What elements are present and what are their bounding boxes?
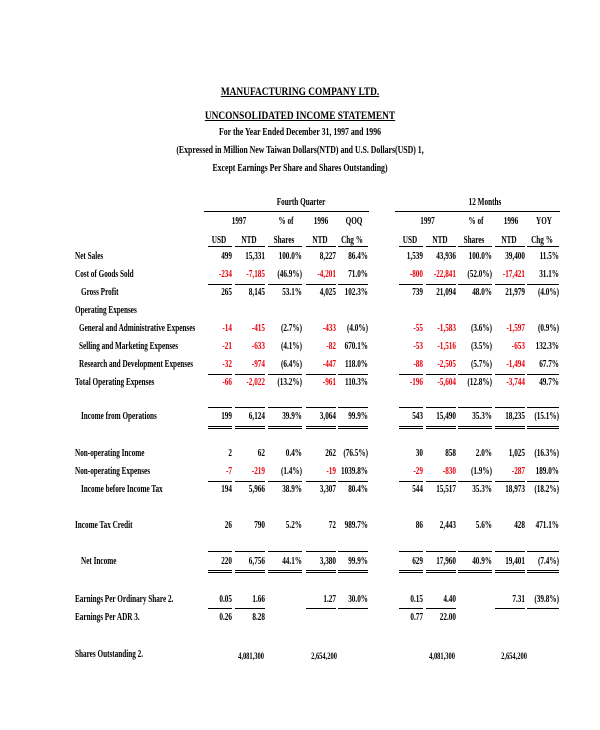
m-cell-net-sales-0: 1,539 [406,251,423,262]
m-cell-cogs-1: -22,841 [433,269,456,280]
q-cell-net-income-1: 6,756 [248,556,265,567]
q-cell-cogs-3: -4,201 [317,269,336,280]
q-col-header-rule [235,246,265,247]
total-rule [527,551,559,552]
m-cell-total-opex-4: 49.7% [539,377,559,388]
total-rule [399,284,423,285]
row-label-income-before-tax: Income before Income Tax [81,484,163,495]
m-year-1997: 1997 [420,216,435,227]
m-cell-rd-2: (5.7%) [470,359,492,370]
q-cell-tax-credit-0: 26 [224,520,232,531]
q-cell-nonop-exp-4: 1039.8% [341,466,368,477]
m-cell-tax-credit-3: 428 [514,520,525,531]
m-col-header-0: USD [402,235,418,246]
m-cell-ga-3: -1,597 [506,323,525,334]
m-col-header-rule [495,246,525,247]
m-shares-1997: 4,081,300 [429,651,455,661]
total-rule [235,551,265,552]
total-rule [399,481,423,482]
q-cell-eps-1: 1.66 [252,594,265,605]
m-cell-sm-1: -1,516 [437,341,456,352]
m-cell-eps-adr-0: 0.77 [410,612,423,623]
months-group-rule [395,211,560,212]
total-rule [268,374,302,375]
total-rule [527,481,559,482]
q-cell-gross-profit-1: 8,145 [248,287,265,298]
q-cell-ga-3: -433 [322,323,336,334]
q-cell-rd-3: -447 [322,359,336,370]
exception-note: Except Earnings Per Share and Shares Outstanding) [212,163,388,174]
total-rule [235,481,265,482]
q-qoq: QOQ [345,216,363,227]
q-cell-income-ops-4: 99.9% [348,411,368,422]
total-rule [268,426,302,429]
q-col-header-rule [208,246,232,247]
total-rule [306,374,336,375]
q-cell-rd-0: -32 [222,359,232,370]
m-cell-tax-credit-0: 86 [415,520,423,531]
m-cell-gross-profit-2: 48.0% [472,287,492,298]
m-cell-ga-1: -1,583 [437,323,456,334]
total-rule [399,608,423,609]
q-cell-rd-1: -974 [251,359,265,370]
statement-title: UNCONSOLIDATED INCOME STATEMENT [204,108,396,122]
total-rule [495,608,525,609]
m-cell-sm-2: (3.5%) [470,341,492,352]
q-col-header-rule [306,246,336,247]
m-cell-nonop-exp-0: -29 [413,466,423,477]
q-cell-nonop-income-1: 62 [257,448,265,459]
m-cell-net-income-1: 17,960 [436,556,456,567]
m-yoy: YOY [535,216,552,227]
q-cell-net-income-4: 99.9% [348,556,368,567]
quarter-group-rule [204,211,369,212]
q-col-header-rule [338,246,368,247]
m-cell-total-opex-2: (12.8%) [467,377,492,388]
q-cell-nonop-exp-2: (1.4%) [280,466,302,477]
q-cell-gross-profit-4: 102.3% [344,287,368,298]
row-label-eps-adr: Earnings Per ADR 3. [75,612,140,623]
m-cell-nonop-exp-4: 189.0% [535,466,559,477]
q-cell-gross-profit-0: 265 [221,287,232,298]
total-rule [399,426,423,429]
q-cell-sm-0: -21 [222,341,232,352]
q-cell-income-before-tax-0: 194 [221,484,232,495]
m-col-header-rule [399,246,423,247]
q-cell-nonop-income-0: 2 [228,448,232,459]
row-label-tax-credit: Income Tax Credit [75,520,133,531]
q-cell-total-opex-0: -66 [222,377,232,388]
m-col-header-rule [426,246,456,247]
m-cell-net-sales-4: 11.5% [539,251,559,262]
total-rule [306,551,336,552]
total-rule [495,481,525,482]
q-cell-sm-2: (4.1%) [280,341,302,352]
total-rule [426,551,456,552]
q-cell-net-sales-3: 8,227 [319,251,336,262]
q-cell-nonop-income-4: (76.5%) [343,448,368,459]
q-cell-rd-2: (6.4%) [280,359,302,370]
m-cell-net-income-0: 629 [412,556,423,567]
m-cell-eps-3: 7.31 [512,594,525,605]
total-rule [495,426,525,429]
q-cell-net-sales-4: 86.4% [348,251,368,262]
m-cell-income-ops-1: 15,490 [436,411,456,422]
q-cell-sm-3: -82 [326,341,336,352]
period-line: For the Year Ended December 31, 1997 and 1996 [219,127,381,138]
q-year-1996: 1996 [313,216,329,227]
m-cell-income-ops-3: 18,235 [505,411,525,422]
total-rule [426,426,456,429]
m-cell-rd-0: -88 [413,359,423,370]
q-cell-ga-4: (4.0%) [346,323,368,334]
q-cell-net-sales-2: 100.0% [278,251,302,262]
m-cell-rd-4: 67.7% [539,359,559,370]
m-cell-gross-profit-4: (4.0%) [537,287,559,298]
total-rule [235,284,265,285]
total-rule [306,407,336,408]
m-col-header-1: NTD [432,235,448,246]
m-cell-tax-credit-1: 2,443 [439,520,456,531]
q-cell-net-sales-0: 499 [221,251,232,262]
total-rule [208,374,232,375]
q-cell-nonop-income-2: 0.4% [285,448,302,459]
total-rule [527,374,559,375]
row-label-gross-profit: Gross Profit [81,287,119,298]
total-rule [306,481,336,482]
q-cell-income-ops-0: 199 [221,411,232,422]
total-rule [306,284,336,285]
row-label-net-sales: Net Sales [75,251,104,262]
total-rule [306,426,336,429]
total-rule [527,570,559,573]
total-rule [527,426,559,429]
m-cell-net-income-4: (7.4%) [537,556,559,567]
total-rule [268,551,302,552]
q-cell-nonop-exp-1: -219 [251,466,265,477]
q-cell-net-income-3: 3,380 [319,556,336,567]
m-cell-gross-profit-3: 21,979 [505,287,525,298]
total-rule [338,481,368,482]
m-cell-income-before-tax-1: 15,517 [436,484,456,495]
total-rule [426,608,456,609]
total-rule [527,407,559,408]
m-cell-income-ops-4: (15.1%) [534,411,559,422]
q-shares-1996: 2,654,200 [311,651,337,661]
total-rule [495,284,525,285]
row-label-eps: Earnings Per Ordinary Share 2. [75,594,174,605]
q-cell-tax-credit-2: 5.2% [285,520,302,531]
row-label-cogs: Cost of Goods Sold [75,269,134,280]
m-cell-total-opex-0: -196 [409,377,423,388]
total-rule [458,407,492,408]
q-cell-ga-1: -415 [251,323,265,334]
m-cell-nonop-income-2: 2.0% [475,448,492,459]
q-cell-gross-profit-3: 4,025 [319,287,336,298]
m-cell-nonop-income-3: 1,025 [508,448,525,459]
m-cell-tax-credit-4: 471.1% [535,520,559,531]
m-cell-net-sales-3: 39,400 [505,251,525,262]
m-cell-gross-profit-0: 739 [412,287,423,298]
m-cell-nonop-income-0: 30 [415,448,423,459]
m-cell-total-opex-1: -5,604 [437,377,456,388]
total-rule [338,374,368,375]
m-cell-net-sales-2: 100.0% [468,251,492,262]
q-cell-tax-credit-1: 790 [254,520,265,531]
m-cell-income-before-tax-0: 544 [412,484,423,495]
m-col-header-rule [458,246,492,247]
q-col-header-2: Shares [273,235,295,246]
q-cell-net-income-2: 44.1% [282,556,302,567]
q-cell-income-before-tax-4: 80.4% [348,484,368,495]
total-rule [458,284,492,285]
q-cell-sm-4: 670.1% [344,341,368,352]
row-label-nonop-income: Non-operating Income [75,448,145,459]
total-rule [458,426,492,429]
total-rule [208,570,232,573]
q-cell-cogs-1: -7,185 [246,269,265,280]
total-rule [399,551,423,552]
months-group-title: 12 Months [468,197,502,208]
m-cell-gross-profit-1: 21,094 [436,287,456,298]
q-cell-income-ops-2: 39.9% [282,411,302,422]
row-label-rd: Research and Development Expenses [79,359,194,370]
q-cell-nonop-exp-3: -19 [326,466,336,477]
m-col-header-3: NTD [501,235,517,246]
total-rule [306,570,336,573]
m-cell-nonop-exp-2: (1.9%) [470,466,492,477]
m-cell-cogs-3: -17,421 [502,269,525,280]
total-rule [426,407,456,408]
q-cell-nonop-exp-0: -7 [225,466,232,477]
q-cell-cogs-2: (46.9%) [277,269,302,280]
m-cell-cogs-0: -800 [409,269,423,280]
total-rule [268,407,302,408]
q-cell-gross-profit-2: 53.1% [282,287,302,298]
m-cell-net-sales-1: 43,936 [436,251,456,262]
m-cell-income-before-tax-4: (18.2%) [534,484,559,495]
total-rule [208,407,232,408]
q-cell-eps-4: 30.0% [348,594,368,605]
m-cell-rd-3: -1,494 [506,359,525,370]
row-label-total-opex: Total Operating Expenses [75,377,155,388]
q-col-header-4: Chg % [341,235,363,246]
currency-note: (Expressed in Million New Taiwan Dollars(NTD) and U.S. Dollars(USD) 1, [176,145,424,156]
total-rule [495,570,525,573]
m-cell-sm-0: -53 [413,341,423,352]
m-year-1996: 1996 [503,216,519,227]
total-rule [426,481,456,482]
q-cell-income-ops-3: 3,064 [319,411,336,422]
total-rule [399,407,423,408]
q-cell-tax-credit-4: 989.7% [344,520,368,531]
total-rule [268,481,302,482]
quarter-group-title: Fourth Quarter [276,197,326,208]
q-cell-total-opex-2: (13.2%) [277,377,302,388]
total-rule [338,284,368,285]
total-rule [268,570,302,573]
q-cell-nonop-income-3: 262 [325,448,336,459]
q-cell-eps-adr-1: 8.28 [252,612,265,623]
total-rule [338,608,368,609]
m-cell-sm-4: 132.3% [535,341,559,352]
q-cell-eps-adr-0: 0.26 [219,612,232,623]
total-rule [426,374,456,375]
total-rule [235,407,265,408]
q-cell-eps-3: 1.27 [323,594,336,605]
total-rule [338,426,368,429]
m-cell-nonop-exp-1: -830 [442,466,456,477]
total-rule [458,570,492,573]
m-cell-nonop-exp-3: -287 [511,466,525,477]
total-rule [399,570,423,573]
total-rule [458,374,492,375]
q-cell-total-opex-1: -2,022 [246,377,265,388]
m-cell-net-income-3: 19,401 [505,556,525,567]
m-col-header-4: Chg % [531,235,553,246]
total-rule [208,426,232,429]
total-rule [527,284,559,285]
q-shares-1997: 4,081,300 [238,651,264,661]
q-col-header-0: USD [211,235,227,246]
m-cell-income-before-tax-3: 18,973 [505,484,525,495]
q-year-1997: 1997 [231,216,247,227]
total-rule [235,374,265,375]
total-rule [527,608,559,609]
m-cell-sm-3: -653 [511,341,525,352]
m-cell-nonop-income-4: (16.3%) [534,448,559,459]
q-cell-eps-0: 0.05 [219,594,232,605]
total-rule [208,284,232,285]
m-cell-eps-0: 0.15 [410,594,423,605]
m-cell-eps-4: (39.8%) [534,594,559,605]
q-cell-net-income-0: 220 [221,556,232,567]
total-rule [338,407,368,408]
q-cell-cogs-0: -234 [218,269,232,280]
m-cell-ga-0: -55 [413,323,423,334]
total-rule [268,284,302,285]
m-cell-nonop-income-1: 858 [445,448,456,459]
m-col-header-2: Shares [463,235,485,246]
m-cell-income-ops-2: 35.3% [472,411,492,422]
total-rule [338,570,368,573]
row-label-income-ops: Income from Operations [81,411,157,422]
m-cell-income-before-tax-2: 35.3% [472,484,492,495]
row-label-opex-header: Operating Expenses [75,305,137,316]
row-label-nonop-exp: Non-operating Expenses [75,466,151,477]
total-rule [495,551,525,552]
row-label-sm: Selling and Marketing Expenses [79,341,179,352]
m-cell-net-income-2: 40.9% [472,556,492,567]
total-rule [208,608,232,609]
q-cell-rd-4: 118.0% [344,359,368,370]
m-pct-of: % of [468,216,484,227]
m-cell-total-opex-3: -3,744 [506,377,525,388]
total-rule [426,284,456,285]
m-cell-rd-1: -2,505 [437,359,456,370]
m-col-header-rule [527,246,559,247]
q-cell-ga-2: (2.7%) [280,323,302,334]
q-cell-ga-0: -14 [222,323,232,334]
total-rule [495,407,525,408]
q-cell-total-opex-4: 110.3% [344,377,368,388]
m-cell-ga-2: (3.6%) [470,323,492,334]
q-col-header-rule [268,246,302,247]
q-cell-cogs-4: 71.0% [348,269,368,280]
row-label-ga: General and Administrative Expenses [79,323,196,334]
total-rule [495,374,525,375]
q-cell-tax-credit-3: 72 [328,520,336,531]
m-cell-income-ops-0: 543 [412,411,423,422]
m-cell-ga-4: (0.9%) [537,323,559,334]
row-label-net-income: Net Income [81,556,117,567]
q-cell-income-ops-1: 6,124 [248,411,265,422]
total-rule [426,570,456,573]
total-rule [306,608,336,609]
q-cell-total-opex-3: -961 [322,377,336,388]
label-shares-outstanding: Shares Outstanding 2. [75,649,144,660]
q-cell-income-before-tax-3: 3,307 [319,484,336,495]
total-rule [399,374,423,375]
q-cell-net-sales-1: 15,331 [245,251,265,262]
q-col-header-3: NTD [312,235,328,246]
q-cell-income-before-tax-2: 38.9% [282,484,302,495]
q-cell-income-before-tax-1: 5,966 [248,484,265,495]
total-rule [208,551,232,552]
m-cell-cogs-4: 31.1% [539,269,559,280]
q-pct-of: % of [278,216,294,227]
q-col-header-1: NTD [241,235,257,246]
total-rule [458,481,492,482]
company-name: MANUFACTURING COMPANY LTD. [220,84,380,98]
m-cell-eps-adr-1: 22.00 [439,612,456,623]
total-rule [458,551,492,552]
q-cell-sm-1: -633 [251,341,265,352]
total-rule [208,481,232,482]
m-cell-tax-credit-2: 5.6% [475,520,492,531]
total-rule [235,570,265,573]
total-rule [235,608,265,609]
m-cell-cogs-2: (52.0%) [467,269,492,280]
total-rule [235,426,265,429]
total-rule [338,551,368,552]
m-cell-eps-1: 4.40 [443,594,456,605]
m-shares-1996: 2,654,200 [501,651,527,661]
